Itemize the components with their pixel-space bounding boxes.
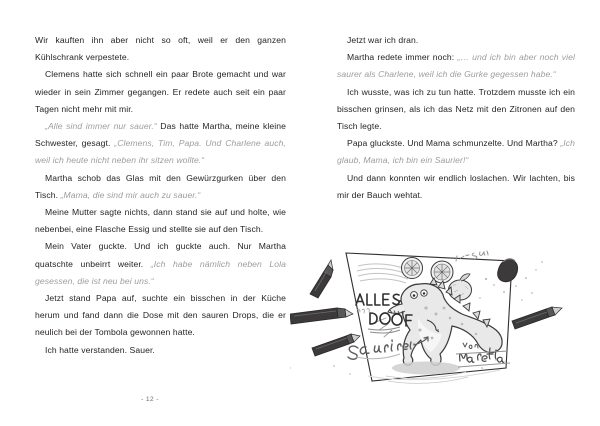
crayon-middle-left bbox=[290, 308, 353, 324]
narration-run: Papa gluckste. Und Mama schmunzelte. Und Martha? bbox=[347, 138, 561, 149]
left-page-body bbox=[35, 32, 286, 359]
narration-run: Und dann konnten wir endlich loslachen. Wir lachten, bis mir der Bauch wehtat. bbox=[337, 172, 575, 200]
paragraph bbox=[35, 118, 286, 170]
dialogue-run: „Mama, die sind mir auch zu sauer.“ bbox=[60, 189, 201, 200]
narration-run: Meine Mutter sagte nichts, dann stand sie auf und holte, wie nebenbei, eine Flasche Essig und stellte sie auf den Tisch. bbox=[35, 207, 286, 235]
dialogue-run: „Alle sind immer nur sauer.“ bbox=[45, 121, 157, 132]
dialogue-run: „Clemens, Tim, Papa. Und Charlene auch, weil ich heute nicht neben ihr sitzen wollte.“ bbox=[35, 138, 286, 166]
narration-run: Jetzt stand Papa auf, suchte ein bisschen in der Küche herum und fand dann die Dose mit den sauren Drops, die er neulich bei der Tombola gewonnen hatte. bbox=[35, 293, 286, 338]
paragraph bbox=[35, 238, 286, 290]
right-page-body bbox=[337, 32, 575, 204]
crayon-top-left bbox=[310, 260, 333, 298]
paragraph bbox=[35, 170, 286, 204]
narration-run: Ich wusste, was ich zu tun hatte. Trotzdem musste ich ein bisschen grinsen, als ich das Netz mit den Zitronen auf den Tisch legte. bbox=[337, 86, 575, 132]
dialogue-run: „Ich habe nämlich neben Lola gesessen, die ist neu bei uns.“ bbox=[35, 258, 286, 286]
dialogue-run: „… und ich bin aber noch viel saurer als Charlene, weil ich die Gurke gegessen habe.“ bbox=[337, 52, 575, 80]
page-number: - 12 - bbox=[141, 396, 159, 403]
paragraph bbox=[35, 32, 286, 66]
right-page bbox=[300, 0, 600, 426]
narration-run: Mein Vater guckte. Und ich guckte auch. Nur Martha quatschte unbeirrt weiter. bbox=[35, 241, 286, 269]
narration-run: Das hatte Martha, meine kleine Schwester, gesagt. bbox=[35, 121, 286, 149]
narration-run: Martha schob das Glas mit den Gewürzgurken über den Tisch. bbox=[35, 172, 286, 200]
paragraph bbox=[35, 290, 286, 342]
narration-run: Jetzt war ich dran. bbox=[347, 35, 419, 45]
paragraph bbox=[35, 66, 286, 118]
dialogue-run: „Ich glaub, Mama, ich bin ein Saurier!“ bbox=[337, 138, 575, 166]
dinosaur-illustration bbox=[290, 248, 590, 426]
narration-run: Clemens hatte sich schnell ein paar Brote gemacht und war wieder in sein Zimmer gegangen. Er redete auch seit ein paar Tagen nicht mehr mit mir. bbox=[35, 69, 286, 114]
paragraph bbox=[337, 135, 575, 169]
paragraph bbox=[337, 84, 575, 136]
paragraph bbox=[337, 32, 575, 49]
narration-run: Ich hatte verstanden. Sauer. bbox=[45, 344, 155, 355]
paragraph bbox=[337, 49, 575, 83]
crayon-right bbox=[512, 307, 562, 329]
lemon-slice-left bbox=[402, 258, 423, 279]
paragraph bbox=[35, 342, 286, 359]
narration-run: Wir kauften ihn aber nicht so oft, weil er den ganzen Kühlschrank verpestete. bbox=[35, 35, 286, 63]
paragraph bbox=[35, 204, 286, 238]
paragraph bbox=[337, 170, 575, 204]
narration-run: Martha redete immer noch: bbox=[347, 52, 458, 63]
